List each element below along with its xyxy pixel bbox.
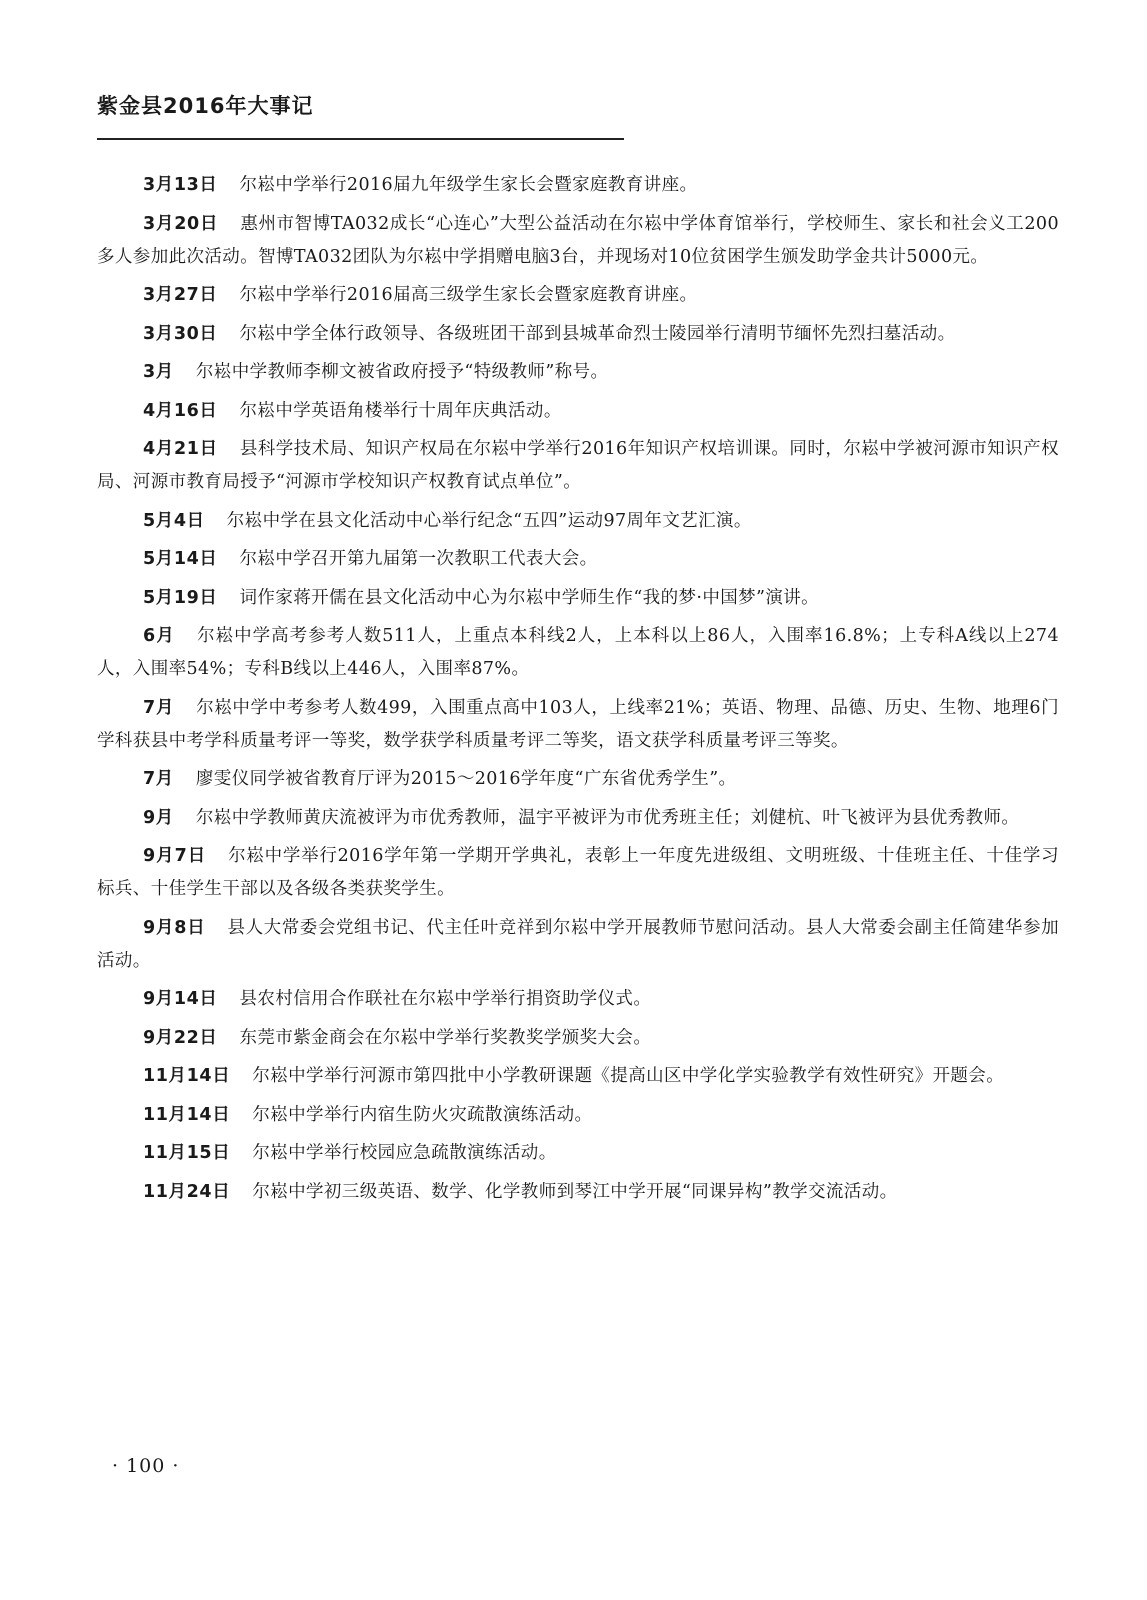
entry-text: 东莞市紫金商会在尔崧中学举行奖教奖学颁奖大会。 bbox=[239, 1027, 652, 1048]
entry-text: 尔崧中学中考参考人数499，入围重点高中103人，上线率21%；英语、物理、品德、历史、生物、地理6门学科获县中考学科质量考评一等奖，数学获学科质量考评二等奖，语文获学科质量考评三等奖。 bbox=[97, 697, 1059, 751]
entry-text: 尔崧中学教师黄庆流被评为市优秀教师，温宇平被评为市优秀班主任；刘健杭、叶飞被评为县优秀教师。 bbox=[195, 807, 1020, 828]
chronicle-entry bbox=[97, 802, 1059, 835]
entry-text: 词作家蒋开儒在县文化活动中心为尔崧中学师生作“我的梦·中国梦”演讲。 bbox=[239, 587, 820, 608]
entry-text: 尔崧中学召开第九届第一次教职工代表大会。 bbox=[239, 549, 598, 569]
entry-text: 惠州市智博TA032成长“心连心”大型公益活动在尔崧中学体育馆举行，学校师生、家长和社会义工200多人参加此次活动。智博TA032团队为尔崧中学捐赠电脑3台，并现场对10位贫困学生颁发助学金共计5000元。 bbox=[97, 213, 1059, 267]
chronicle-entry bbox=[97, 279, 1059, 312]
entry-date: 11月24日 bbox=[143, 1181, 231, 1202]
entry-text: 尔崧中学举行2016学年第一学期开学典礼，表彰上一年度先进级组、文明班级、十佳班主任、十佳学习标兵、十佳学生干部以及各级各类获奖学生。 bbox=[97, 846, 1059, 899]
chronicle-entry bbox=[97, 543, 1059, 576]
chronicle-entry bbox=[97, 1099, 1059, 1132]
entry-date: 3月27日 bbox=[143, 285, 218, 305]
entry-date: 7月 bbox=[143, 697, 175, 718]
entry-text: 尔崧中学举行内宿生防火灾疏散演练活动。 bbox=[252, 1104, 593, 1125]
chronicle-entry bbox=[97, 582, 1059, 615]
chronicle-entry bbox=[97, 763, 1059, 796]
running-header: 紫金县2016年大事记 bbox=[97, 94, 314, 118]
entry-text: 尔崧中学举行校园应急疏散演练活动。 bbox=[252, 1143, 557, 1163]
chronicle-entry bbox=[97, 692, 1059, 758]
chronicle-entry bbox=[97, 983, 1059, 1016]
entry-date: 3月13日 bbox=[143, 175, 218, 195]
entry-date: 11月14日 bbox=[143, 1104, 231, 1125]
entry-text: 尔崧中学英语角楼举行十周年庆典活动。 bbox=[239, 400, 562, 421]
entry-text: 尔崧中学举行2016届高三级学生家长会暨家庭教育讲座。 bbox=[239, 285, 698, 305]
chronicle-entry bbox=[97, 1176, 1059, 1209]
entry-date: 11月15日 bbox=[143, 1143, 231, 1163]
entry-text: 县科学技术局、知识产权局在尔崧中学举行2016年知识产权培训课。同时，尔崧中学被河源市知识产权局、河源市教育局授予“河源市学校知识产权教育试点单位”。 bbox=[97, 439, 1059, 492]
entry-date: 7月 bbox=[143, 769, 174, 789]
entry-date: 5月4日 bbox=[143, 510, 205, 531]
chronicle-entry bbox=[97, 912, 1059, 978]
entry-text: 尔崧中学初三级英语、数学、化学教师到琴江中学开展“同课异构”教学交流活动。 bbox=[252, 1181, 898, 1202]
entry-date: 4月21日 bbox=[143, 439, 218, 459]
entry-text: 尔崧中学全体行政领导、各级班团干部到县城革命烈士陵园举行清明节缅怀先烈扫墓活动。 bbox=[239, 323, 956, 344]
chronicle-entry bbox=[97, 1137, 1059, 1170]
chronicle-entry bbox=[97, 433, 1059, 499]
page-number: · 100 · bbox=[112, 1455, 180, 1477]
entry-date: 3月30日 bbox=[143, 323, 218, 344]
entry-date: 3月 bbox=[143, 362, 174, 382]
chronicle-entry bbox=[97, 1022, 1059, 1055]
entry-text: 县人大常委会党组书记、代主任叶竞祥到尔崧中学开展教师节慰问活动。县人大常委会副主任简建华参加活动。 bbox=[97, 917, 1059, 971]
entry-date: 3月20日 bbox=[143, 213, 219, 234]
entries-list bbox=[97, 169, 1059, 1214]
chronicle-entry bbox=[97, 169, 1059, 202]
chronicle-entry bbox=[97, 1060, 1059, 1093]
entry-text: 尔崧中学在县文化活动中心举行纪念“五四”运动97周年文艺汇演。 bbox=[226, 510, 752, 531]
entry-date: 11月14日 bbox=[143, 1066, 231, 1086]
chronicle-entry bbox=[97, 208, 1059, 274]
entry-text: 尔崧中学教师李柳文被省政府授予“特级教师”称号。 bbox=[195, 362, 609, 382]
chronicle-entry bbox=[97, 356, 1059, 389]
entry-date: 9月14日 bbox=[143, 989, 218, 1009]
chronicle-entry bbox=[97, 318, 1059, 351]
entry-date: 9月7日 bbox=[143, 846, 207, 866]
entry-text: 尔崧中学高考参考人数511人，上重点本科线2人，上本科以上86人，入围率16.8%；上专科A线以上274人，入围率54%；专科B线以上446人，入围率87%。 bbox=[97, 626, 1059, 679]
entry-text: 县农村信用合作联社在尔崧中学举行捐资助学仪式。 bbox=[239, 989, 652, 1009]
entry-date: 9月 bbox=[143, 807, 174, 828]
header-rule bbox=[97, 138, 624, 140]
entry-date: 9月22日 bbox=[143, 1027, 218, 1048]
entry-date: 4月16日 bbox=[143, 400, 218, 421]
entry-text: 廖雯仪同学被省教育厅评为2015～2016学年度“广东省优秀学生”。 bbox=[195, 769, 737, 789]
chronicle-entry bbox=[97, 395, 1059, 428]
entry-date: 5月19日 bbox=[143, 587, 218, 608]
chronicle-entry bbox=[97, 620, 1059, 686]
entry-date: 6月 bbox=[143, 626, 176, 646]
entry-text: 尔崧中学举行2016届九年级学生家长会暨家庭教育讲座。 bbox=[239, 175, 698, 195]
entry-date: 9月8日 bbox=[143, 917, 206, 938]
chronicle-entry bbox=[97, 505, 1059, 538]
entry-text: 尔崧中学举行河源市第四批中小学教研课题《提高山区中学化学实验教学有效性研究》开题会。 bbox=[252, 1066, 1005, 1086]
entry-date: 5月14日 bbox=[143, 549, 218, 569]
chronicle-entry bbox=[97, 840, 1059, 906]
